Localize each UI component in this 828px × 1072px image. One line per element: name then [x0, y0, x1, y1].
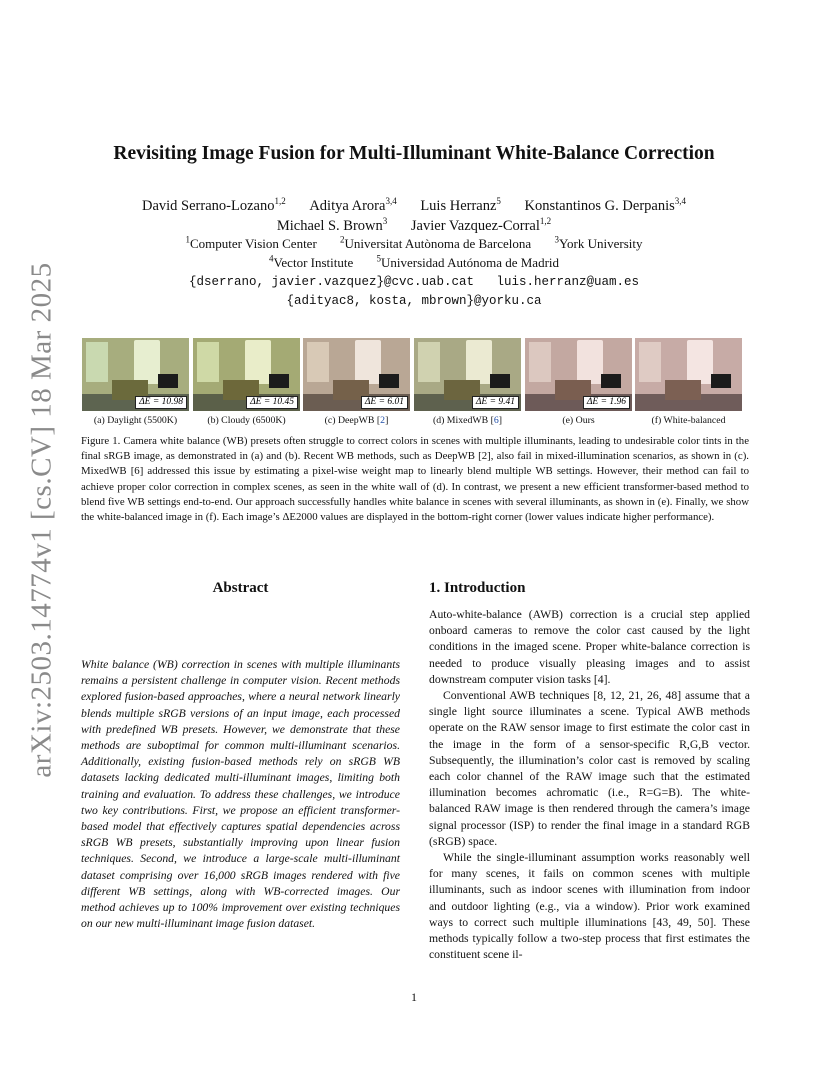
affiliation-line-1: $^1$Computer Vision Center $^2$Universitat Autònoma de Barcelona $^3$York University	[185, 234, 643, 251]
author: Konstantinos G. Derpanis$^{3,4}$	[524, 196, 686, 214]
page-number: 1	[411, 990, 417, 1004]
intro-heading: 1. Introduction	[429, 580, 526, 596]
intro-paragraph: Auto-white-balance (AWB) correction is a crucial step applied onboard cameras to remove the color cast caused by the light conditions in the imaged scene. Proper white-balance correction is needed to produce visually pleasing images and to assist downstream computer vision tasks [4].	[429, 608, 750, 686]
figure-panel	[635, 338, 742, 426]
author: Michael S. Brown$^3$	[276, 216, 388, 234]
author: Aditya Arora$^{3,4}$	[309, 196, 397, 214]
panel-caption: (b) Cloudy (6500K)	[207, 415, 286, 426]
scene-image	[525, 338, 632, 411]
delta-e-label: ΔE = 10.45	[246, 396, 298, 409]
panel-caption: (a) Daylight (5500K)	[93, 415, 178, 426]
panel-caption: (f) White-balanced	[651, 415, 726, 426]
scene-image	[635, 338, 742, 411]
scene-image	[303, 338, 410, 411]
panel-caption: (e) Ours	[562, 415, 595, 426]
figure-panel	[82, 338, 189, 426]
figure-panel	[193, 338, 300, 426]
figure-panel	[525, 338, 632, 426]
panel-caption: (c) DeepWB [2]	[324, 415, 389, 426]
scene-image	[82, 338, 189, 411]
author-line-2	[0, 216, 828, 236]
email-line-2: {adityac8, kosta, mbrown}@yorku.ca	[286, 294, 542, 308]
author: Luis Herranz$^5$	[420, 196, 501, 214]
delta-e-label: ΔE = 10.98	[135, 396, 187, 409]
paper-title: Revisiting Image Fusion for Multi-Illuminant White-Balance Correction	[113, 143, 715, 164]
figure-panel	[414, 338, 521, 426]
affiliation-line-2: $^4$Vector Institute $^5$Universidad Autónoma de Madrid	[268, 253, 560, 270]
intro-paragraph: While the single-illuminant assumption works reasonably well for many scenes, it fails on common scenes with multiple illuminants, such as indoor scenes with illumination from indoor and outdoor lighting (e.g., via a window). Prior work examined ways to correct such multiple illuminations [43, 49, 50]. These methods typically follow a two-step process that first estimates the constituent scene il-	[429, 851, 750, 962]
abstract-heading: Abstract	[212, 580, 269, 596]
author: David Serrano-Lozano$^{1,2}$	[141, 196, 286, 214]
author-line-1	[0, 196, 828, 216]
figure-panel	[303, 338, 410, 426]
delta-e-label: ΔE = 9.41	[472, 396, 519, 409]
scene-image	[414, 338, 521, 411]
figure-caption: Figure 1. Camera white balance (WB) presets often struggle to correct colors in scenes with multiple illuminants, leading to undesirable color tints in the final sRGB image, as demonstrated in (a) and (b). Recent WB methods, such as DeepWB [2], also fail in mixed-illumination scenarios, as shown in (c). MixedWB [6] addressed this issue by estimating a pixel-wise weight map to linearly blend multiple WB settings. However, their method can fail to achieve proper color correction in complex scenes, as seen in the white wall of (d). In contrast, we present a new efficient transformer-based method to blend five WB settings end-to-end. Our approach successfully handles white balance in scenes with several illuminants, as shown in (e). Finally, we show the white-balanced image in (f). Each image’s ΔE2000 values are displayed in the bottom-right corner (lower values indicate higher performance).	[81, 435, 749, 524]
abstract-text: White balance (WB) correction in scenes with multiple illuminants remains a persistent challenge in computer vision. Recent methods explored fusion-based approaches, where a neural network linearly blends multiple sRGB versions of an input image, each processed with predefined WB presets. However, we demonstrate that these methods are suboptimal for common multi-illuminant scenarios. Additionally, existing fusion-based methods rely on sRGB WB datasets lacking dedicated multi-illuminant images, limiting both training and evaluation. To address these challenges, we introduce two key contributions. First, we propose an efficient transformer-based model that effectively captures spatial dependencies across sRGB WB presets, substantially improving upon linear fusion techniques. Second, we introduce a large-scale multi-illuminant dataset comprising over 16,000 sRGB images rendered with five different WB settings, along with WB-corrected images. Our method achieves up to 100% improvement over existing techniques on our new multi-illuminant image fusion dataset.	[81, 658, 400, 931]
email-line-1: {dserrano, javier.vazquez}@cvc.uab.cat luis.herranz@uam.es	[188, 275, 640, 289]
delta-e-label: ΔE = 6.01	[361, 396, 408, 409]
intro-body	[429, 607, 750, 963]
intro-paragraph: Conventional AWB techniques [8, 12, 21, 26, 48] assume that a single light source illuminates a scene. Typical AWB methods operate on the RAW sensor image to first estimate the color cast in the image in the form of a sensor-specific R,G,B vector. Subsequently, the illumination’s color cast is removed by scaling each color channel of the RAW image such that the estimated illumination becomes achromatic (i.e., R=G=B). The white-balanced RAW image is then rendered through the camera’s image signal processor (ISP) to render the final image in a standard RGB (sRGB) space.	[429, 689, 750, 848]
delta-e-label: ΔE = 1.96	[583, 396, 630, 409]
scene-image	[193, 338, 300, 411]
author: Javier Vazquez-Corral$^{1,2}$	[410, 216, 552, 234]
teaser-figure	[82, 338, 746, 434]
arxiv-identifier: arXiv:2503.14774v1 [cs.CV] 18 Mar 2025	[25, 262, 58, 778]
panel-caption: (d) MixedWB [6]	[432, 415, 503, 426]
